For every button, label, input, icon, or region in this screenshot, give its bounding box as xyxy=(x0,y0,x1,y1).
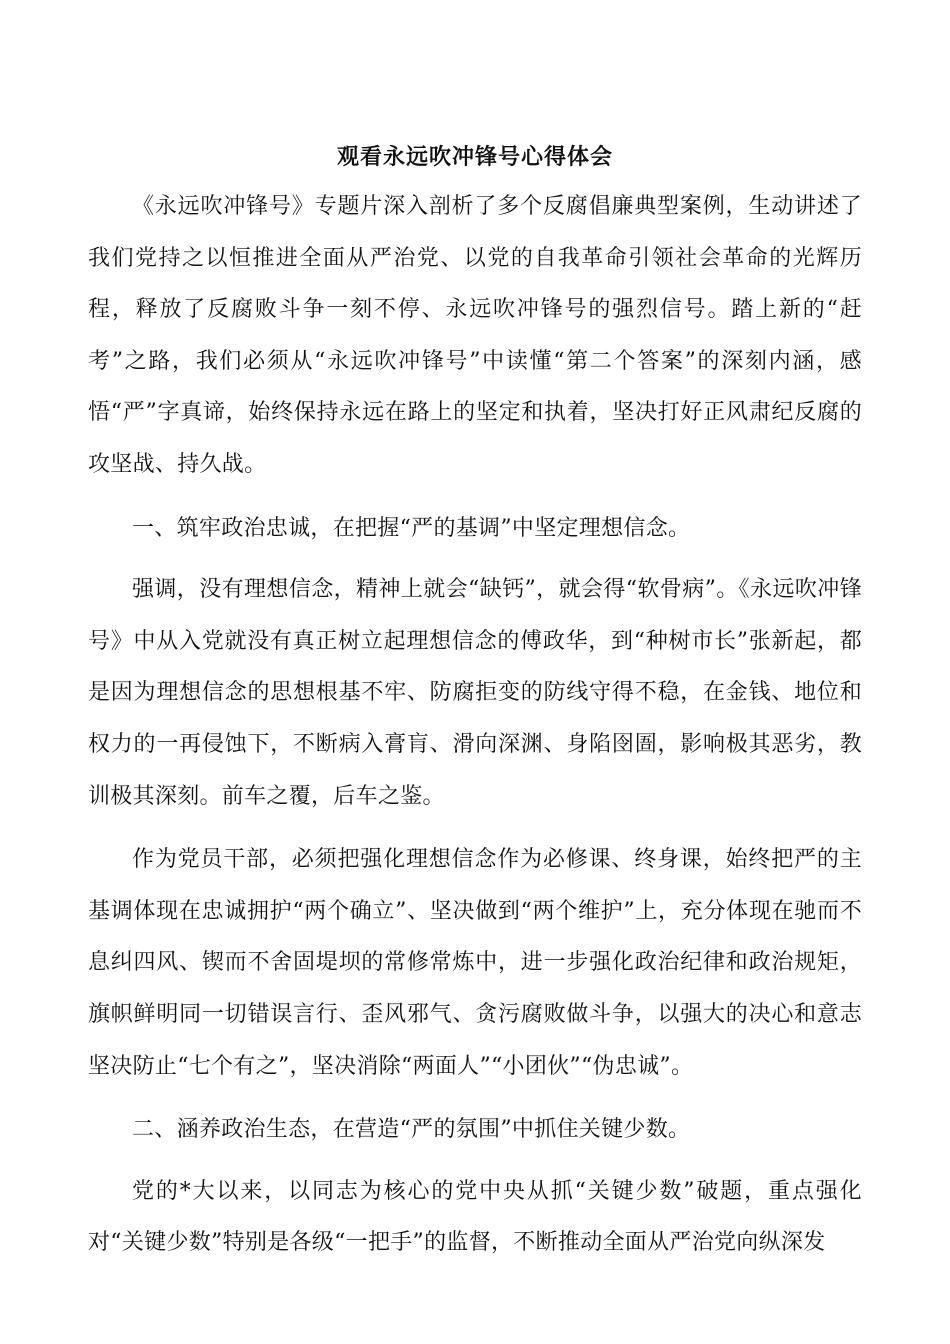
section-heading-2: 二、涵养政治生态，在营造“严的氛围”中抓住关键少数。 xyxy=(132,1117,691,1143)
document-title: 观看永远吹冲锋号心得体会 xyxy=(336,145,613,170)
paragraph-ideals: 强调，没有理想信念，精神上就会“缺钙”，就会得“软骨病”。《永远吹冲锋号》中从入党就没有真正树立起理想信念的傅政华，到“种树市长”张新起，都是因为理想信念的思想根基不牢、防腐拒变的防线守得不稳，在金钱、地位和权力的一再侵蚀下，不断病入膏肓、滑向深渊、身陷囹圄，影响极其恶劣，教训极其深刻。前车之覆，后车之鉴。 xyxy=(88,577,862,809)
paragraph-key-minority: 党的*大以来，以同志为核心的党中央从抓“关键少数”破题，重点强化对“关键少数”特别是各级“一把手”的监督，不断推动全面从严治党向纵深发 xyxy=(88,1178,862,1256)
paragraph-cadres: 作为党员干部，必须把强化理想信念作为必修课、终身课，始终把严的主基调体现在忠诚拥护“两个确立”、坚决做到“两个维护”上，充分体现在驰而不息纠四风、锲而不舍固堤坝的常修常炼中，进一步强化政治纪律和政治规矩，旗帜鲜明同一切错误言行、歪风邪气、贪污腐败做斗争，以强大的决心和意志坚决防止“七个有之”，坚决消除“两面人”“小团伙”“伪忠诚”。 xyxy=(88,847,862,1079)
paragraph-intro: 《永远吹冲锋号》专题片深入剖析了多个反腐倡廉典型案例，生动讲述了我们党持之以恒推进全面从严治党、以党的自我革命引领社会革命的光辉历程，释放了反腐败斗争一刻不停、永远吹冲锋号的强烈信号。踏上新的“赶考”之路，我们必须从“永远吹冲锋号”中读懂“第二个答案”的深刻内涵，感悟“严”字真谛，始终保持永远在路上的坚定和执着，坚决打好正风肃纪反腐的攻坚战、持久战。 xyxy=(88,194,862,477)
section-heading-1: 一、筑牢政治忠诚，在把握“严的基调”中坚定理想信念。 xyxy=(132,515,691,541)
document-page xyxy=(88,138,862,1281)
